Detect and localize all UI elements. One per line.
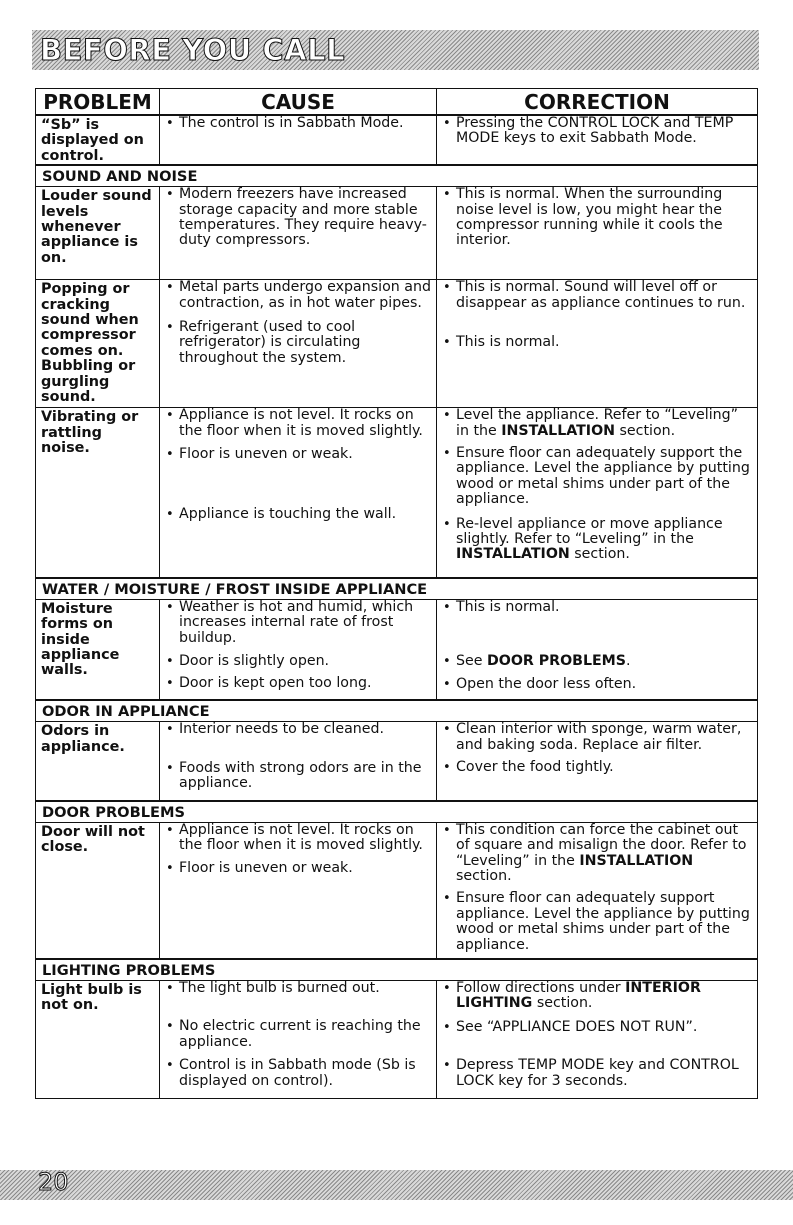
cause-cell — [160, 980, 437, 1098]
text: See — [456, 653, 487, 670]
list-item: • Appliance is touching the wall. — [165, 507, 432, 522]
list-item: • Foods with strong odors are in the appliance. — [165, 761, 432, 792]
text: section. — [456, 867, 512, 884]
list-item — [442, 981, 753, 1012]
problem-cell: Light bulb is not on. — [36, 980, 160, 1098]
cause-cell — [160, 408, 437, 578]
list-item: • This is normal. — [442, 335, 753, 350]
table-row — [36, 822, 758, 959]
list-item: • This is normal. When the surrounding noise level is low, you might hear the compressor running while it cools the interior. — [442, 187, 753, 249]
list-item: • Interior needs to be cleaned. — [165, 722, 432, 737]
list-item — [442, 517, 753, 563]
text: Level the appliance. Refer to “Leveling” in the — [456, 407, 738, 439]
table-row — [36, 187, 758, 280]
section-title: WATER / MOISTURE / FROST INSIDE APPLIANCE — [36, 578, 758, 600]
list-item: • This is normal. Sound will level off or disappear as appliance continues to run. — [442, 280, 753, 311]
table-row — [36, 599, 758, 700]
list-item: • Ensure floor can adequately support the appliance. Level the appliance by putting wood or metal shims under part of the appliance. — [442, 446, 753, 508]
text: Re-level appliance or move appliance slightly. Refer to “Leveling” in the — [456, 515, 723, 548]
list-item: • Pressing the CONTROL LOCK and TEMP MODE keys to exit Sabbath Mode. — [442, 116, 753, 147]
list-item: • The light bulb is burned out. — [165, 981, 432, 996]
list-item: • Metal parts undergo expansion and contraction, as in hot water pipes. — [165, 280, 432, 311]
problem-cell: Popping or cracking sound when compressor comes on. Bubbling or gurgling sound. — [36, 280, 160, 408]
problem-cell: “Sb” is displayed on control. — [36, 115, 160, 165]
page-number: 20 — [38, 1168, 69, 1196]
list-item: • Cover the food tightly. — [442, 760, 753, 775]
text: . — [626, 653, 631, 670]
section-title: DOOR PROBLEMS — [36, 801, 758, 823]
door-problems-reference: DOOR PROBLEMS — [486, 653, 627, 670]
correction-cell — [437, 187, 758, 280]
interior-lighting-reference: INTERIOR LIGHTING — [456, 979, 701, 1012]
list-item — [442, 408, 753, 439]
table-row — [36, 722, 758, 801]
text: section. — [615, 422, 676, 439]
list-item: • The control is in Sabbath Mode. — [165, 116, 432, 131]
problem-cell: Louder sound levels whenever appliance is on. — [36, 187, 160, 280]
correction-cell — [437, 599, 758, 700]
section-header-row — [36, 165, 758, 187]
section-title: LIGHTING PROBLEMS — [36, 959, 758, 981]
cause-cell — [160, 115, 437, 165]
list-item — [442, 654, 753, 669]
cause-cell — [160, 722, 437, 801]
list-item: • Door is kept open too long. — [165, 676, 432, 691]
cause-cell — [160, 599, 437, 700]
cause-column-header: CAUSE — [160, 89, 437, 116]
correction-cell — [437, 408, 758, 578]
section-header-row — [36, 578, 758, 600]
table-row — [36, 115, 758, 165]
list-item: • Clean interior with sponge, warm water, and baking soda. Replace air filter. — [442, 722, 753, 753]
problem-cell: Odors in appliance. — [36, 722, 160, 801]
text: section. — [569, 546, 630, 563]
problem-column-header: PROBLEM — [36, 89, 160, 116]
list-item: • Open the door less often. — [442, 677, 753, 692]
list-item: • Refrigerant (used to cool refrigerator) is circulating throughout the system. — [165, 320, 432, 366]
section-header-row — [36, 959, 758, 981]
troubleshooting-table — [35, 88, 758, 1099]
table-row — [36, 280, 758, 408]
list-item: • Depress TEMP MODE key and CONTROL LOCK key for 3 seconds. — [442, 1058, 753, 1089]
header-banner — [32, 30, 759, 70]
problem-cell: Door will not close. — [36, 822, 160, 959]
list-item: • Ensure floor can adequately support appliance. Level the appliance by putting wood or metal shims under part of the appliance. — [442, 891, 753, 953]
problem-cell: Vibrating or rattling noise. — [36, 408, 160, 578]
list-item: • Appliance is not level. It rocks on the floor when it is moved slightly. — [165, 408, 432, 439]
section-title: SOUND AND NOISE — [36, 165, 758, 187]
installation-reference: INSTALLATION — [579, 852, 694, 869]
list-item: • Door is slightly open. — [165, 654, 432, 669]
list-item: • Weather is hot and humid, which increases internal rate of frost buildup. — [165, 600, 432, 646]
list-item: • This is normal. — [442, 600, 753, 615]
cause-cell — [160, 280, 437, 408]
correction-cell — [437, 822, 758, 959]
list-item: • Floor is uneven or weak. — [165, 447, 432, 462]
text: Follow directions under — [456, 979, 626, 996]
table-header-row — [36, 89, 758, 116]
list-item — [442, 823, 753, 885]
correction-cell — [437, 115, 758, 165]
correction-cell — [437, 722, 758, 801]
installation-reference: INSTALLATION — [456, 546, 570, 563]
list-item: • Floor is uneven or weak. — [165, 861, 432, 876]
section-header-row — [36, 700, 758, 722]
cause-cell — [160, 822, 437, 959]
list-item: • See “APPLIANCE DOES NOT RUN”. — [442, 1020, 753, 1035]
footer-bar — [0, 1170, 793, 1200]
correction-cell — [437, 980, 758, 1098]
problem-cell: Moisture forms on inside appliance walls. — [36, 599, 160, 700]
section-title: ODOR IN APPLIANCE — [36, 700, 758, 722]
installation-reference: INSTALLATION — [501, 422, 616, 439]
table-row — [36, 980, 758, 1098]
list-item: • Appliance is not level. It rocks on the floor when it is moved slightly. — [165, 823, 432, 854]
cause-cell — [160, 187, 437, 280]
correction-cell — [437, 280, 758, 408]
page-title: BEFORE YOU CALL — [40, 33, 346, 67]
correction-column-header: CORRECTION — [437, 89, 758, 116]
list-item: • Modern freezers have increased storage capacity and more stable temperatures. They require heavy-duty compressors. — [165, 187, 432, 249]
table-row — [36, 408, 758, 578]
section-header-row — [36, 801, 758, 823]
list-item: • Control is in Sabbath mode (Sb is displayed on control). — [165, 1058, 432, 1089]
text: section. — [532, 995, 593, 1012]
list-item: • No electric current is reaching the appliance. — [165, 1019, 432, 1050]
text: This condition can force the cabinet out of square and misalign the door. Refer to “Leveling” in the — [456, 821, 747, 869]
